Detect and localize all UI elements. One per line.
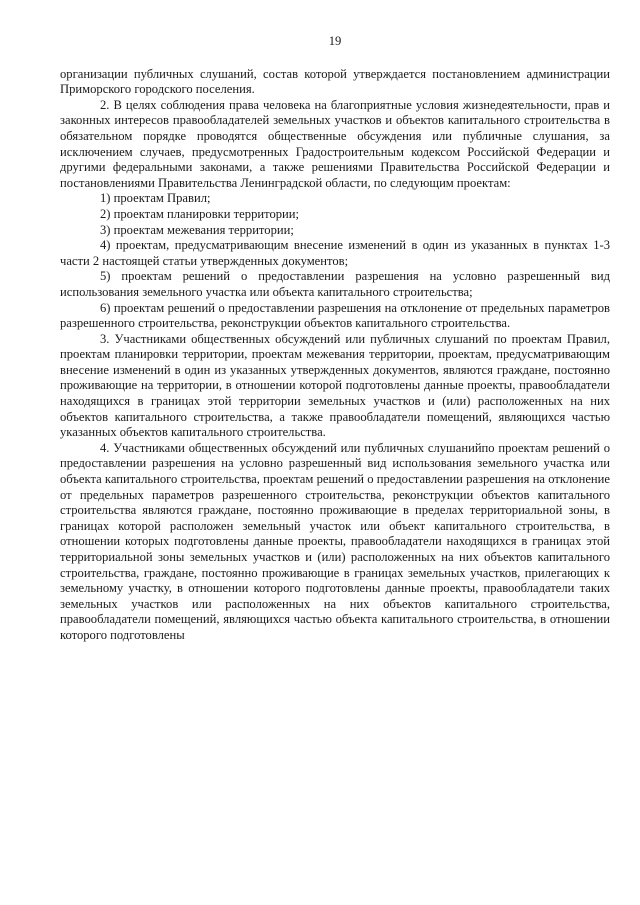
paragraph-clause-4: 4. Участниками общественных обсуждений или публичных слушанийпо проектам решений о предоставлении разрешения на условно разрешенный вид использования земельного участка или объекта капитального строительства, проектам решений о предоставлении разрешения на отклонение от предельных параметров разрешенного строительства, реконструкции объектов капитального строительства являются граждане, постоянно проживающие в пределах территориальной зоны, в границах которой расположен земельный участок или объект капитального строительства, в отношении которых подготовлены данные проекты, правообладатели находящихся в границах этой территориальной зоны земельных участков и (или) расположенных на них объектов капитального строительства, граждане, постоянно проживающие в границах земельных участков, прилегающих к земельному участку, в отношении которого подготовлены данные проекты, правообладатели таких земельных участков или расположенных на них объектов капитального строительства, правообладатели помещений, являющихся частью объекта капитального строительства, в отношении которого подготовлены	[60, 440, 610, 642]
list-item-3: 3) проектам межевания территории;	[100, 222, 294, 237]
list-item-6: 6) проектам решений о предоставлении разрешения на отклонение от предельных параметров разрешенного строительства, реконструкции объектов капитального строительства.	[60, 300, 610, 331]
list-item-4: 4) проектам, предусматривающим внесение изменений в один из указанных в пунктах 1-3 части 2 настоящей статьи утвержденных документов;	[60, 238, 610, 268]
paragraph-clause-2: 2. В целях соблюдения права человека на благоприятные условия жизнедеятельности, прав и законных интересов правообладателей земельных участков и объектов капитального строительства в обязательном порядке проводятся общественные обсуждения или публичные слушания, за исключением случаев, предусмотренных Градостроительным кодексом Российской Федерации и другими федеральными законами, а также решениями Правительства Российской Федерации и постановлениями Правительства Ленинградской области, по следующим проектам:	[60, 97, 610, 190]
paragraph-clause-3: 3. Участниками общественных обсуждений или публичных слушаний по проектам Правил, проектам планировки территории, проектам межевания территории, проектам, предусматривающим внесение изменений в один из указанных утвержденных документов, являются граждане, постоянно проживающие на территории, в отношении которой подготовлены данные проекты, правообладатели находящихся в границах этой территории земельных участков и (или) расположенных на них объектов капитального строительства, а также правообладатели помещений, являющихся частью указанных объектов капитального строительства.	[60, 331, 610, 440]
list-item-5: 5) проектам решений о предоставлении разрешения на условно разрешенный вид использования земельного участка или объекта капитального строительства;	[60, 269, 610, 299]
document-body	[60, 67, 610, 644]
document-page	[60, 34, 610, 644]
list-item-2: 2) проектам планировки территории;	[100, 206, 300, 221]
page-number: 19	[328, 34, 342, 48]
list-item-1: 1) проектам Правил;	[100, 191, 211, 206]
paragraph-continuation: организации публичных слушаний, состав которой утверждается постановлением администрации Приморского городского поселения.	[60, 66, 610, 97]
